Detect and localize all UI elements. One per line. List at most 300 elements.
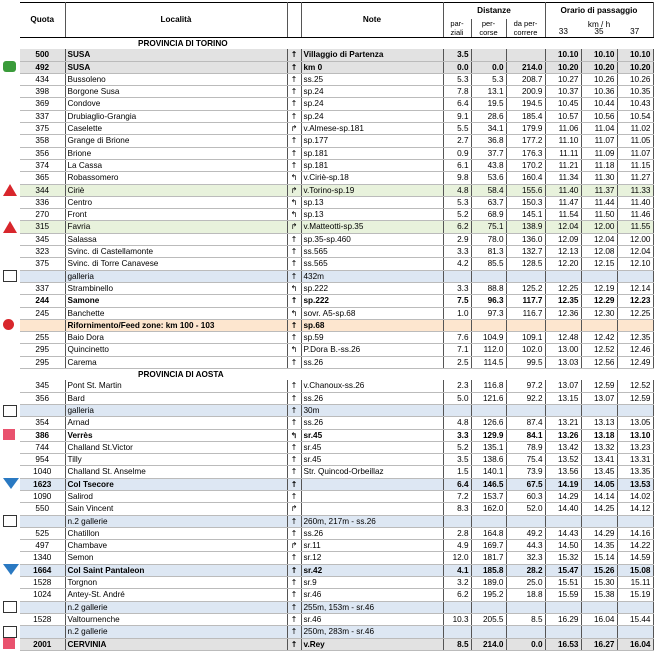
covered-km-cell: 36.8 <box>471 135 506 147</box>
quota-cell: 337 <box>20 110 65 122</box>
header-localita: Località <box>65 3 287 38</box>
remaining-km-cell: 117.7 <box>506 295 545 307</box>
note-cell: 432m <box>301 270 443 282</box>
time-37-cell: 15.19 <box>617 589 653 601</box>
note-cell: v.Chanoux-ss.26 <box>301 380 443 392</box>
note-cell: Str. Quincod-Orbeillaz <box>301 466 443 478</box>
time-35-cell: 14.25 <box>581 503 617 515</box>
covered-km-cell <box>471 626 506 638</box>
partial-km-cell: 0.0 <box>443 61 471 73</box>
quota-cell: 1340 <box>20 552 65 564</box>
time-33-cell: 11.10 <box>545 135 581 147</box>
covered-km-cell: 43.8 <box>471 159 506 171</box>
time-35-cell: 10.36 <box>581 86 617 98</box>
direction-cell: ↱ <box>287 184 301 196</box>
localita-cell: Chatillon <box>65 527 287 539</box>
remaining-km-cell: 60.3 <box>506 490 545 502</box>
time-37-cell: 12.00 <box>617 233 653 245</box>
remaining-km-cell: 145.1 <box>506 209 545 221</box>
partial-km-cell <box>443 404 471 416</box>
partial-km-cell: 4.8 <box>443 184 471 196</box>
time-35-cell: 12.52 <box>581 344 617 356</box>
localita-cell: Semon <box>65 552 287 564</box>
note-cell: v.Almese-sp.181 <box>301 123 443 135</box>
time-37-cell: 12.04 <box>617 246 653 258</box>
covered-km-cell: 205.5 <box>471 613 506 625</box>
note-cell: sr.45 <box>301 454 443 466</box>
icon-column <box>0 0 22 662</box>
covered-km-cell: 126.6 <box>471 417 506 429</box>
remaining-km-cell: 155.6 <box>506 184 545 196</box>
partial-km-cell: 6.4 <box>443 98 471 110</box>
localita-cell: Bussoleno <box>65 73 287 85</box>
time-35-cell: 13.13 <box>581 417 617 429</box>
direction-cell: ↑ <box>287 356 301 368</box>
time-35-cell <box>581 319 617 331</box>
localita-cell: Quincinetto <box>65 344 287 356</box>
time-35-cell: 11.30 <box>581 172 617 184</box>
remaining-km-cell: 25.0 <box>506 577 545 589</box>
note-cell: sp.35-sp.460 <box>301 233 443 245</box>
note-cell: ss.25 <box>301 73 443 85</box>
time-35-cell: 16.04 <box>581 613 617 625</box>
note-cell: v.Torino-sp.19 <box>301 184 443 196</box>
covered-km-cell: 78.0 <box>471 233 506 245</box>
localita-cell: Antey-St. André <box>65 589 287 601</box>
quota-cell: 386 <box>20 429 65 441</box>
covered-km-cell: 28.6 <box>471 110 506 122</box>
time-37-cell: 10.26 <box>617 73 653 85</box>
partial-km-cell: 5.3 <box>443 196 471 208</box>
time-33-cell: 16.29 <box>545 613 581 625</box>
time-33-cell: 13.15 <box>545 392 581 404</box>
direction-cell: ↰ <box>287 172 301 184</box>
remaining-km-cell: 150.3 <box>506 196 545 208</box>
note-cell: ss.26 <box>301 527 443 539</box>
direction-cell: ↰ <box>287 344 301 356</box>
quota-cell: 954 <box>20 454 65 466</box>
note-cell: P.Dora B.-ss.26 <box>301 344 443 356</box>
time-37-cell: 13.23 <box>617 441 653 453</box>
direction-cell: ↑ <box>287 527 301 539</box>
table-row <box>20 404 653 416</box>
table-row <box>20 540 653 552</box>
direction-cell: ↱ <box>287 123 301 135</box>
quota-cell: 345 <box>20 233 65 245</box>
table-row <box>20 295 653 307</box>
remaining-km-cell: 200.9 <box>506 86 545 98</box>
table-row <box>20 392 653 404</box>
time-35-cell: 12.30 <box>581 307 617 319</box>
time-37-cell <box>617 515 653 527</box>
localita-cell: Tilly <box>65 454 287 466</box>
table-row <box>20 380 653 392</box>
partial-km-cell: 3.3 <box>443 246 471 258</box>
table-row <box>20 356 653 368</box>
remaining-km-cell: 132.7 <box>506 246 545 258</box>
quota-cell <box>20 626 65 638</box>
table-row <box>20 209 653 221</box>
time-35-cell: 10.44 <box>581 98 617 110</box>
time-37-cell <box>617 626 653 638</box>
time-33-cell: 11.54 <box>545 209 581 221</box>
header-quota: Quota <box>20 3 65 38</box>
covered-km-cell: 97.3 <box>471 307 506 319</box>
table-row <box>20 638 653 650</box>
remaining-km-cell: 75.4 <box>506 454 545 466</box>
direction-cell: ↑ <box>287 258 301 270</box>
header-percorse: per- corse <box>471 19 506 38</box>
remaining-km-cell: 102.0 <box>506 344 545 356</box>
direction-cell: ↑ <box>287 86 301 98</box>
partial-km-cell: 9.1 <box>443 110 471 122</box>
note-cell <box>301 503 443 515</box>
time-33-cell: 11.21 <box>545 159 581 171</box>
climb-summit-icon <box>3 478 19 490</box>
time-33-cell: 11.11 <box>545 147 581 159</box>
partial-km-cell: 2.5 <box>443 356 471 368</box>
time-37-cell: 15.44 <box>617 613 653 625</box>
partial-km-cell: 7.2 <box>443 490 471 502</box>
covered-km-cell <box>471 49 506 61</box>
table-row <box>20 515 653 527</box>
time-33-cell: 13.42 <box>545 441 581 453</box>
covered-km-cell: 88.8 <box>471 282 506 294</box>
partial-km-cell: 3.5 <box>443 454 471 466</box>
time-33-cell: 15.32 <box>545 552 581 564</box>
table-row <box>20 490 653 502</box>
time-37-cell: 14.59 <box>617 552 653 564</box>
covered-km-cell <box>471 601 506 613</box>
quota-cell: 336 <box>20 196 65 208</box>
direction-cell: ↑ <box>287 638 301 650</box>
intermediate-sprint-icon <box>3 429 19 441</box>
direction-cell: ↑ <box>287 417 301 429</box>
section-title: PROVINCIA DI TORINO <box>138 39 228 48</box>
time-35-cell: 11.44 <box>581 196 617 208</box>
time-37-cell: 15.11 <box>617 577 653 589</box>
direction-cell: ↑ <box>287 98 301 110</box>
section-header <box>20 38 653 50</box>
quota-cell: 375 <box>20 123 65 135</box>
table-row <box>20 429 653 441</box>
note-cell: ss.565 <box>301 246 443 258</box>
quota-cell: 344 <box>20 184 65 196</box>
partial-km-cell: 7.8 <box>443 86 471 98</box>
remaining-km-cell: 28.2 <box>506 564 545 576</box>
danger-warning-icon <box>3 184 19 196</box>
remaining-km-cell: 8.5 <box>506 613 545 625</box>
localita-cell: n.2 gallerie <box>65 626 287 638</box>
covered-km-cell: 162.0 <box>471 503 506 515</box>
table-row <box>20 147 653 159</box>
partial-km-cell <box>443 515 471 527</box>
direction-cell: ↑ <box>287 577 301 589</box>
time-33-cell: 14.50 <box>545 540 581 552</box>
direction-cell: ↑ <box>287 147 301 159</box>
localita-cell: Col Saint Pantaleon <box>65 564 287 576</box>
table-row <box>20 417 653 429</box>
partial-km-cell <box>443 601 471 613</box>
quota-cell: 358 <box>20 135 65 147</box>
quota-cell: 1528 <box>20 577 65 589</box>
localita-cell: Bard <box>65 392 287 404</box>
time-33-cell: 13.56 <box>545 466 581 478</box>
direction-cell: ↰ <box>287 196 301 208</box>
direction-cell: ↑ <box>287 110 301 122</box>
time-33-cell: 11.06 <box>545 123 581 135</box>
time-37-cell: 12.52 <box>617 380 653 392</box>
covered-km-cell: 5.3 <box>471 73 506 85</box>
time-35-cell: 14.35 <box>581 540 617 552</box>
note-cell: km 0 <box>301 61 443 73</box>
localita-cell: Baio Dora <box>65 332 287 344</box>
note-cell: sp.222 <box>301 295 443 307</box>
quota-cell <box>20 404 65 416</box>
partial-km-cell: 3.3 <box>443 429 471 441</box>
quota-cell <box>20 319 65 331</box>
partial-km-cell: 6.1 <box>443 159 471 171</box>
table-row <box>20 233 653 245</box>
header-dapercorrere: da per- correre <box>506 19 545 38</box>
covered-km-cell: 19.5 <box>471 98 506 110</box>
time-33-cell <box>545 515 581 527</box>
remaining-km-cell: 67.5 <box>506 478 545 490</box>
covered-km-cell: 104.9 <box>471 332 506 344</box>
localita-cell: Brione <box>65 147 287 159</box>
direction-cell: ↰ <box>287 307 301 319</box>
table-row <box>20 110 653 122</box>
time-35-cell: 12.04 <box>581 233 617 245</box>
covered-km-cell: 116.8 <box>471 380 506 392</box>
time-35-cell <box>581 404 617 416</box>
direction-cell: ↑ <box>287 589 301 601</box>
time-37-cell: 11.05 <box>617 135 653 147</box>
table-row <box>20 332 653 344</box>
covered-km-cell <box>471 404 506 416</box>
time-37-cell: 10.54 <box>617 110 653 122</box>
partial-km-cell: 4.2 <box>443 258 471 270</box>
time-33-cell: 15.47 <box>545 564 581 576</box>
tunnel-icon <box>3 626 19 638</box>
direction-cell: ↰ <box>287 209 301 221</box>
covered-km-cell: 164.8 <box>471 527 506 539</box>
note-cell: sp.68 <box>301 319 443 331</box>
time-33-cell: 15.51 <box>545 577 581 589</box>
note-cell: 250m, 283m - sr.46 <box>301 626 443 638</box>
time-33-cell: 12.48 <box>545 332 581 344</box>
time-33-cell <box>545 270 581 282</box>
time-35-cell: 15.30 <box>581 577 617 589</box>
time-37-cell: 15.08 <box>617 564 653 576</box>
table-row <box>20 454 653 466</box>
partial-km-cell: 6.2 <box>443 221 471 233</box>
remaining-km-cell: 125.2 <box>506 282 545 294</box>
direction-cell: ↑ <box>287 295 301 307</box>
partial-km-cell: 5.5 <box>443 123 471 135</box>
table-row <box>20 503 653 515</box>
direction-cell: ↑ <box>287 332 301 344</box>
time-35-cell: 12.08 <box>581 246 617 258</box>
note-cell: sp.177 <box>301 135 443 147</box>
quota-cell: 492 <box>20 61 65 73</box>
remaining-km-cell: 87.4 <box>506 417 545 429</box>
time-37-cell: 11.15 <box>617 159 653 171</box>
table-row <box>20 319 653 331</box>
table-row <box>20 123 653 135</box>
time-37-cell: 12.49 <box>617 356 653 368</box>
quota-cell: 525 <box>20 527 65 539</box>
time-33-cell: 10.27 <box>545 73 581 85</box>
note-cell: 255m, 153m - sr.46 <box>301 601 443 613</box>
time-37-cell: 12.35 <box>617 332 653 344</box>
localita-cell: Verrès <box>65 429 287 441</box>
direction-cell: ↑ <box>287 270 301 282</box>
time-37-cell <box>617 404 653 416</box>
covered-km-cell: 121.6 <box>471 392 506 404</box>
time-35-cell: 15.14 <box>581 552 617 564</box>
quota-cell: 374 <box>20 159 65 171</box>
table-row <box>20 86 653 98</box>
partial-km-cell: 1.0 <box>443 307 471 319</box>
direction-cell: ↱ <box>287 503 301 515</box>
time-37-cell: 13.35 <box>617 466 653 478</box>
quota-cell: 337 <box>20 282 65 294</box>
time-37-cell: 14.16 <box>617 527 653 539</box>
table-row <box>20 307 653 319</box>
partial-km-cell: 10.3 <box>443 613 471 625</box>
covered-km-cell: 146.5 <box>471 478 506 490</box>
time-35-cell: 12.00 <box>581 221 617 233</box>
note-cell: sr.46 <box>301 589 443 601</box>
covered-km-cell: 195.2 <box>471 589 506 601</box>
direction-cell: ↑ <box>287 49 301 61</box>
localita-cell: Samone <box>65 295 287 307</box>
direction-cell: ↑ <box>287 613 301 625</box>
route-table <box>20 2 654 651</box>
note-cell: sp.181 <box>301 147 443 159</box>
remaining-km-cell: 78.9 <box>506 441 545 453</box>
localita-cell: Chambave <box>65 540 287 552</box>
quota-cell: 497 <box>20 540 65 552</box>
time-33-cell: 12.13 <box>545 246 581 258</box>
time-35-cell <box>581 626 617 638</box>
table-row <box>20 344 653 356</box>
time-35-cell: 11.18 <box>581 159 617 171</box>
time-35-cell: 15.38 <box>581 589 617 601</box>
localita-cell: Favria <box>65 221 287 233</box>
localita-cell: Strambinello <box>65 282 287 294</box>
remaining-km-cell: 194.5 <box>506 98 545 110</box>
direction-cell: ↑ <box>287 601 301 613</box>
covered-km-cell: 169.7 <box>471 540 506 552</box>
covered-km-cell: 58.4 <box>471 184 506 196</box>
partial-km-cell: 2.3 <box>443 380 471 392</box>
quota-cell: 1040 <box>20 466 65 478</box>
covered-km-cell: 153.7 <box>471 490 506 502</box>
localita-cell: Borgone Susa <box>65 86 287 98</box>
quota-cell: 369 <box>20 98 65 110</box>
note-cell <box>301 490 443 502</box>
partial-km-cell: 4.9 <box>443 540 471 552</box>
quota-cell: 345 <box>20 380 65 392</box>
partial-km-cell: 3.3 <box>443 282 471 294</box>
table-row <box>20 527 653 539</box>
time-33-cell: 14.19 <box>545 478 581 490</box>
section-title: PROVINCIA DI AOSTA <box>138 370 224 380</box>
time-33-cell: 15.59 <box>545 589 581 601</box>
localita-cell: SUSA <box>65 49 287 61</box>
partial-km-cell: 3.5 <box>443 49 471 61</box>
note-cell: 260m, 217m - ss.26 <box>301 515 443 527</box>
time-37-cell: 13.10 <box>617 429 653 441</box>
finish-line-icon <box>3 638 19 650</box>
direction-cell: ↑ <box>287 319 301 331</box>
partial-km-cell: 4.1 <box>443 564 471 576</box>
time-37-cell: 13.05 <box>617 417 653 429</box>
header-speed-35: 35 <box>594 26 604 36</box>
direction-cell: ↰ <box>287 429 301 441</box>
tunnel-icon <box>3 405 19 417</box>
localita-cell: Sain Vincent <box>65 503 287 515</box>
table-row <box>20 61 653 73</box>
note-cell: ss.565 <box>301 258 443 270</box>
danger-warning-icon <box>3 221 19 233</box>
time-37-cell: 12.25 <box>617 307 653 319</box>
time-33-cell: 16.53 <box>545 638 581 650</box>
time-37-cell: 14.02 <box>617 490 653 502</box>
time-37-cell: 10.43 <box>617 98 653 110</box>
remaining-km-cell <box>506 319 545 331</box>
partial-km-cell <box>443 626 471 638</box>
time-37-cell <box>617 601 653 613</box>
header-speed-37: 37 <box>630 26 640 36</box>
time-33-cell: 13.07 <box>545 380 581 392</box>
note-cell: v.Rey <box>301 638 443 650</box>
time-37-cell: 11.27 <box>617 172 653 184</box>
quota-cell: 500 <box>20 49 65 61</box>
table-row <box>20 196 653 208</box>
covered-km-cell <box>471 515 506 527</box>
quota-cell: 1090 <box>20 490 65 502</box>
localita-cell: Carema <box>65 356 287 368</box>
table-row <box>20 258 653 270</box>
covered-km-cell: 13.1 <box>471 86 506 98</box>
quota-cell: 245 <box>20 307 65 319</box>
direction-cell: ↰ <box>287 282 301 294</box>
time-35-cell: 12.42 <box>581 332 617 344</box>
localita-cell: Banchette <box>65 307 287 319</box>
table-row <box>20 73 653 85</box>
quota-cell: 365 <box>20 172 65 184</box>
localita-cell: Salassa <box>65 233 287 245</box>
table-row <box>20 441 653 453</box>
partial-km-cell: 6.4 <box>443 478 471 490</box>
covered-km-cell: 85.5 <box>471 258 506 270</box>
localita-cell: Pont St. Martin <box>65 380 287 392</box>
quota-cell: 354 <box>20 417 65 429</box>
time-33-cell: 13.21 <box>545 417 581 429</box>
partial-km-cell: 8.3 <box>443 503 471 515</box>
remaining-km-cell: 18.8 <box>506 589 545 601</box>
time-35-cell: 11.50 <box>581 209 617 221</box>
direction-cell: ↑ <box>287 552 301 564</box>
time-35-cell: 10.10 <box>581 49 617 61</box>
table-row <box>20 172 653 184</box>
remaining-km-cell: 214.0 <box>506 61 545 73</box>
time-33-cell: 12.09 <box>545 233 581 245</box>
remaining-km-cell: 97.2 <box>506 380 545 392</box>
